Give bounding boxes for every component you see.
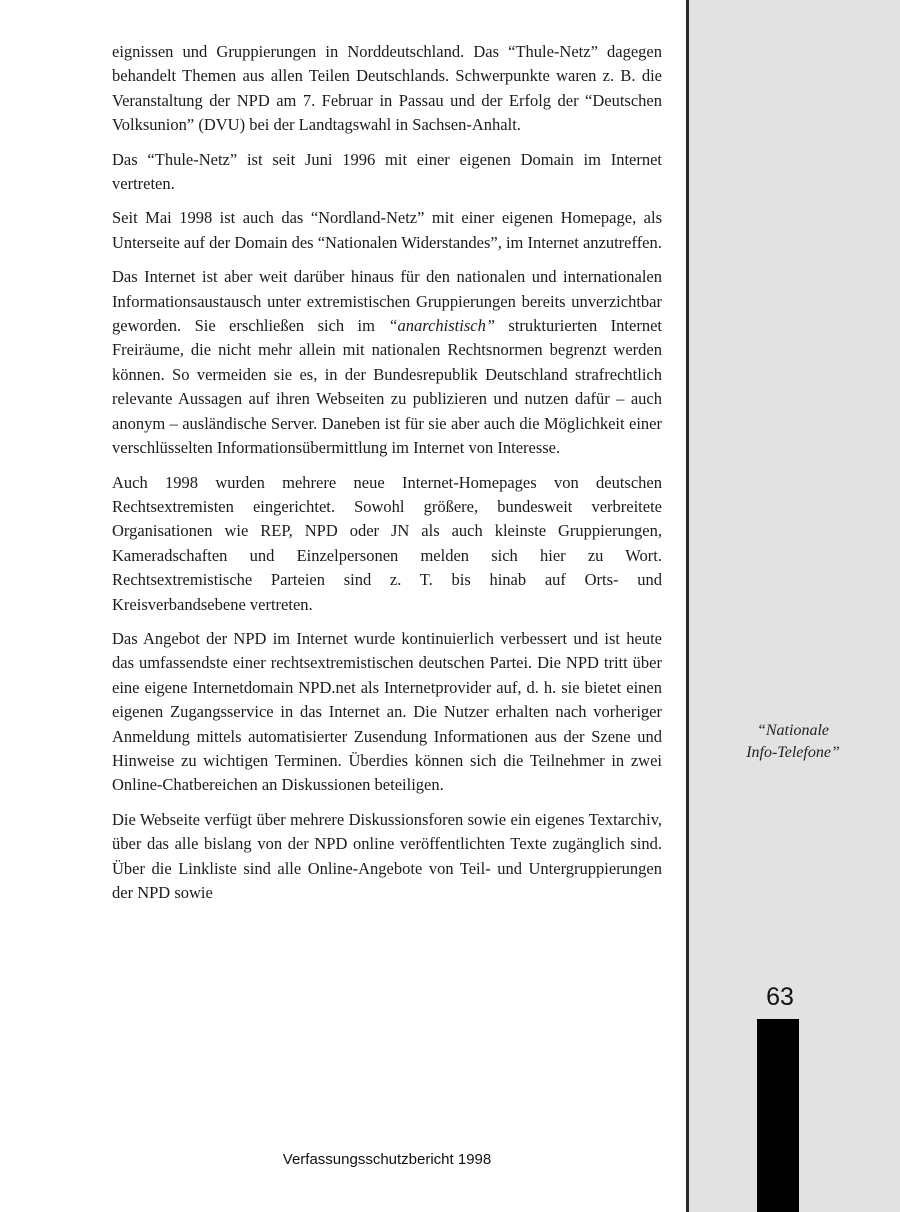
- paragraph-7: Die Webseite verfügt über mehrere Diskussionsforen sowie ein eigenes Textarchiv, über das alle bislang von der NPD online veröffentlichten Texte zugänglich sind. Über die Linkliste sind alle Online-Angebote von Teil- und Untergruppierungen der NPD sowie: [112, 809, 662, 902]
- paragraph-5: Auch 1998 wurden mehrere neue Internet-Homepages von deutschen Rechtsextremisten eingerichtet. Sowohl größere, bundesweit verbreitete Organisationen wie REP, NPD oder JN als auch kleinste Gruppierungen, Kameradschaften und Einzelpersonen melden sich hier zu Wort. Rechtsextremistische Parteien sind z. T. bis hinab auf Orts- und Kreisverbandsebene vertreten.: [112, 472, 662, 614]
- paragraph-4-end: strukturierten Internet Freiräume, die nicht mehr allein mit nationalen Rechtsnormen begrenzt werden können. So vermeiden sie es, in der Bundesrepublik Deutschland strafrechtlich relevante Aussagen auf ihren Webseiten zu publizieren und nutzen dafür – auch anonym – ausländische Server. Daneben ist für sie aber auch die Möglichkeit einer verschlüsselten Informationsübermittlung im Internet von Interesse.: [112, 316, 662, 458]
- paragraph-2: Das “Thule-Netz” ist seit Juni 1996 mit einer eigenen Domain im Internet vertreten.: [112, 149, 662, 194]
- footer-title: Verfassungsschutzbericht 1998: [282, 1151, 492, 1168]
- paragraph-3: Seit Mai 1998 ist auch das “Nordland-Netz” mit einer eigenen Homepage, als Unterseite auf der Domain des “Nationalen Widerstandes”, im Internet anzutreffen.: [112, 208, 662, 252]
- page-number: 63: [766, 983, 794, 1011]
- margin-note-line-1: “Nationale: [756, 722, 829, 739]
- margin-note-line-2: Info-Telefone”: [746, 744, 840, 761]
- margin-note: [686, 720, 900, 764]
- paragraph-4-start: Das Internet ist aber weit darüber hinaus für den nationalen und internationalen Informationsaustausch unter extremistischen Gruppierungen bereits unverzichtbar geworden. Sie erschließen sich im: [112, 267, 662, 336]
- page-marker-bar: [757, 1019, 799, 1212]
- body-text: [112, 40, 662, 915]
- paragraph-4: [112, 265, 662, 460]
- margin-divider: [686, 0, 689, 1212]
- paragraph-1: eignissen und Gruppierungen in Norddeutschland. Das “Thule-Netz” dagegen behandelt Themen aus allen Teilen Deutschlands. Schwerpunkte waren z. B. die Veranstaltung der NPD am 7. Februar in Passau und der Erfolg der “Deutschen Volksunion” (DVU) bei der Landtagswahl in Sachsen-Anhalt.: [112, 42, 662, 135]
- paragraph-4-emphasis: “anarchistisch”: [388, 316, 496, 336]
- paragraph-6: Das Angebot der NPD im Internet wurde kontinuierlich verbessert und ist heute das umfassendste einer rechtsextremistischen deutschen Partei. Die NPD tritt über eine eigene Internetdomain NPD.net als Internetprovider auf, d. h. sie bietet einen eigenen Zugangsservice in das Internet an. Die Nutzer erhalten nach vorheriger Anmeldung mittels automatisierter Zusendung Informationen aus der Szene und Hinweise zu wichtigen Terminen. Überdies können sich die Teilnehmer in zwei Online-Chatbereichen an Diskussionen beteiligen.: [112, 628, 662, 795]
